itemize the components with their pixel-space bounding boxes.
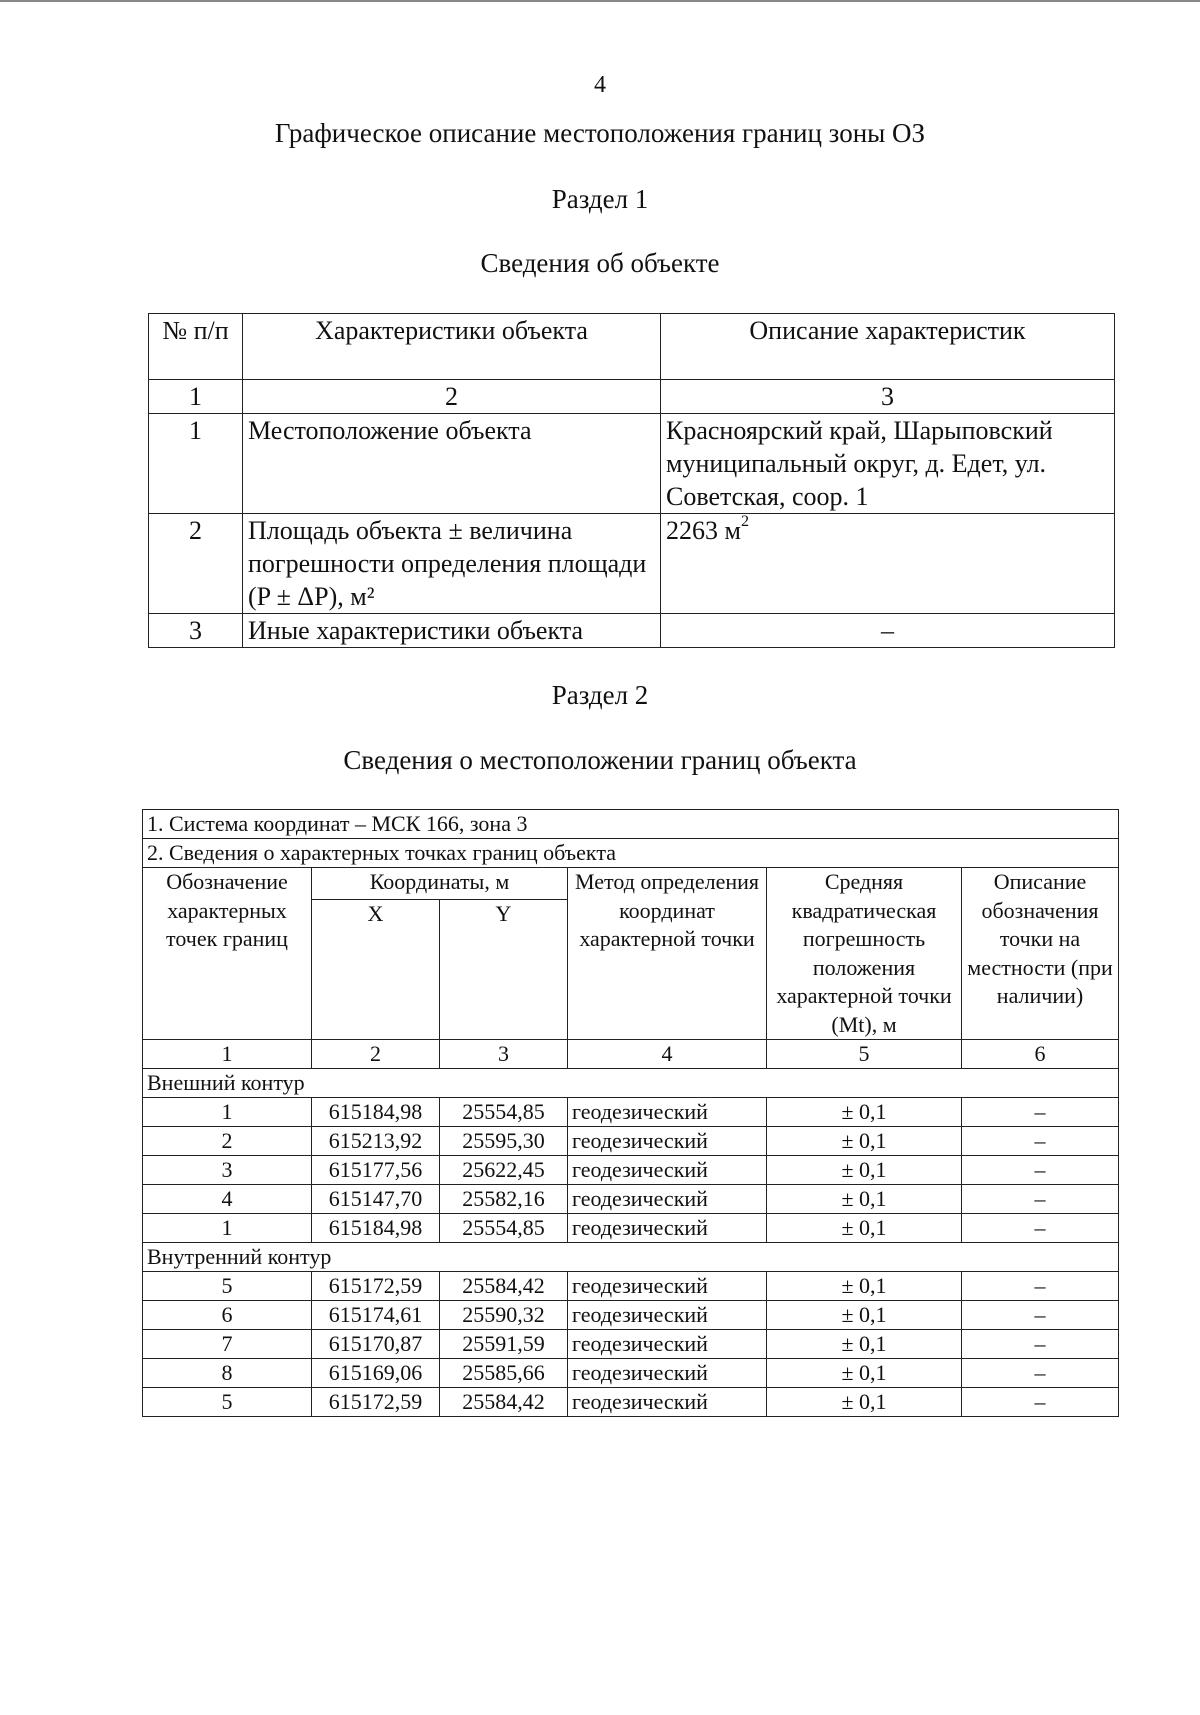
header-num: № п/п (149, 314, 243, 380)
col-number: 4 (568, 1040, 767, 1069)
row-description: – (661, 614, 1115, 648)
table-row (143, 1272, 1119, 1301)
method: геодезический (568, 1359, 767, 1388)
point-description: – (962, 1301, 1119, 1330)
coord-x: 615213,92 (312, 1127, 440, 1156)
point-id: 5 (143, 1388, 312, 1417)
row-num: 1 (149, 414, 243, 514)
coord-x: 615177,56 (312, 1156, 440, 1185)
coord-x: 615172,59 (312, 1272, 440, 1301)
section1-subheading: Сведения об объекте (480, 248, 720, 278)
point-id: 1 (143, 1098, 312, 1127)
col-number: 5 (767, 1040, 962, 1069)
top-border-rule (0, 0, 1200, 2)
header-y: Y (440, 900, 568, 1040)
section1-heading: Раздел 1 (551, 184, 649, 214)
table-row (143, 1301, 1119, 1330)
points-info-row (143, 839, 1119, 868)
col-number: 2 (312, 1040, 440, 1069)
row-description: Красноярский край, Шарыповский муниципальный округ, д. Едет, ул. Советская, соор. 1 (661, 414, 1115, 514)
method: геодезический (568, 1272, 767, 1301)
method: геодезический (568, 1127, 767, 1156)
document-title: Графическое описание местоположения границ зоны ОЗ (274, 118, 926, 148)
row-characteristic: Иные характеристики объекта (243, 614, 661, 648)
header-error: Средняя квадратическая погрешность положения характерной точки (Mt), м (767, 868, 962, 1040)
coord-system-text: 1. Система координат – МСК 166, зона 3 (143, 810, 1119, 839)
column-number-row (143, 1040, 1119, 1069)
coord-y: 25585,66 (440, 1359, 568, 1388)
error: ± 0,1 (767, 1214, 962, 1243)
table-row (149, 514, 1115, 614)
coord-y: 25595,30 (440, 1127, 568, 1156)
table-row (149, 414, 1115, 514)
page-number: 4 (594, 72, 606, 98)
inner-contour-rows (143, 1272, 1119, 1417)
col-number: 3 (440, 1040, 568, 1069)
method: геодезический (568, 1301, 767, 1330)
coord-y: 25554,85 (440, 1214, 568, 1243)
error: ± 0,1 (767, 1388, 962, 1417)
table-row (149, 614, 1115, 648)
header-characteristic: Характеристики объекта (243, 314, 661, 380)
coord-y: 25584,42 (440, 1388, 568, 1417)
table-header-row (143, 868, 1119, 900)
point-description: – (962, 1359, 1119, 1388)
outer-contour-rows (143, 1098, 1119, 1243)
table-row (143, 1359, 1119, 1388)
point-id: 7 (143, 1330, 312, 1359)
point-description: – (962, 1185, 1119, 1214)
coord-x: 615169,06 (312, 1359, 440, 1388)
col-number: 2 (243, 380, 661, 414)
inner-contour-label: Внутренний контур (143, 1243, 1119, 1272)
coord-x: 615147,70 (312, 1185, 440, 1214)
table-row (143, 1098, 1119, 1127)
table-row (143, 1185, 1119, 1214)
error: ± 0,1 (767, 1359, 962, 1388)
row-description (661, 514, 1115, 614)
method: геодезический (568, 1330, 767, 1359)
coord-x: 615184,98 (312, 1214, 440, 1243)
point-id: 6 (143, 1301, 312, 1330)
col-number: 1 (149, 380, 243, 414)
point-id: 4 (143, 1185, 312, 1214)
method: геодезический (568, 1185, 767, 1214)
point-description: – (962, 1272, 1119, 1301)
coord-x: 615172,59 (312, 1388, 440, 1417)
point-id: 3 (143, 1156, 312, 1185)
coord-y: 25622,45 (440, 1156, 568, 1185)
point-id: 1 (143, 1214, 312, 1243)
row-num: 3 (149, 614, 243, 648)
col-number: 6 (962, 1040, 1119, 1069)
table-header-row (149, 314, 1115, 380)
header-x: X (312, 900, 440, 1040)
points-info-text: 2. Сведения о характерных точках границ объекта (143, 839, 1119, 868)
error: ± 0,1 (767, 1156, 962, 1185)
coord-system-row (143, 810, 1119, 839)
point-description: – (962, 1388, 1119, 1417)
outer-contour-label: Внешний контур (143, 1069, 1119, 1098)
error: ± 0,1 (767, 1127, 962, 1156)
row-characteristic: Площадь объекта ± величина погрешности определения площади (P ± ΔP), м² (243, 514, 661, 614)
inner-contour-row (143, 1243, 1119, 1272)
header-method: Метод определения координат характерной точки (568, 868, 767, 1040)
coord-x: 615184,98 (312, 1098, 440, 1127)
point-description: – (962, 1330, 1119, 1359)
method: геодезический (568, 1388, 767, 1417)
point-id: 2 (143, 1127, 312, 1156)
row-characteristic: Местоположение объекта (243, 414, 661, 514)
error: ± 0,1 (767, 1330, 962, 1359)
method: геодезический (568, 1098, 767, 1127)
section2-subheading: Сведения о местоположении границ объекта (343, 745, 857, 775)
point-description: – (962, 1214, 1119, 1243)
object-info-table (148, 313, 1115, 648)
header-point-description: Описание обозначения точки на местности (при наличии) (962, 868, 1119, 1040)
coord-y: 25584,42 (440, 1272, 568, 1301)
column-number-row (149, 380, 1115, 414)
table-row (143, 1156, 1119, 1185)
area-value: 2263 м (666, 516, 741, 545)
error: ± 0,1 (767, 1272, 962, 1301)
point-description: – (962, 1098, 1119, 1127)
col-number: 1 (143, 1040, 312, 1069)
header-coordinates: Координаты, м (312, 868, 568, 900)
point-description: – (962, 1156, 1119, 1185)
row-num: 2 (149, 514, 243, 614)
method: геодезический (568, 1156, 767, 1185)
coord-y: 25554,85 (440, 1098, 568, 1127)
table-row (143, 1214, 1119, 1243)
error: ± 0,1 (767, 1185, 962, 1214)
table-row (143, 1127, 1119, 1156)
point-description: – (962, 1127, 1119, 1156)
table-row (143, 1330, 1119, 1359)
coord-x: 615174,61 (312, 1301, 440, 1330)
coord-y: 25582,16 (440, 1185, 568, 1214)
outer-contour-row (143, 1069, 1119, 1098)
method: геодезический (568, 1214, 767, 1243)
point-id: 8 (143, 1359, 312, 1388)
area-unit-superscript: 2 (740, 513, 750, 531)
coord-x: 615170,87 (312, 1330, 440, 1359)
point-id: 5 (143, 1272, 312, 1301)
header-designation: Обозначение характерных точек границ (143, 868, 312, 1040)
error: ± 0,1 (767, 1301, 962, 1330)
boundary-points-table (142, 809, 1119, 1417)
error: ± 0,1 (767, 1098, 962, 1127)
coord-y: 25591,59 (440, 1330, 568, 1359)
table-row (143, 1388, 1119, 1417)
col-number: 3 (661, 380, 1115, 414)
section2-heading: Раздел 2 (551, 680, 649, 710)
coord-y: 25590,32 (440, 1301, 568, 1330)
header-description: Описание характеристик (661, 314, 1115, 380)
